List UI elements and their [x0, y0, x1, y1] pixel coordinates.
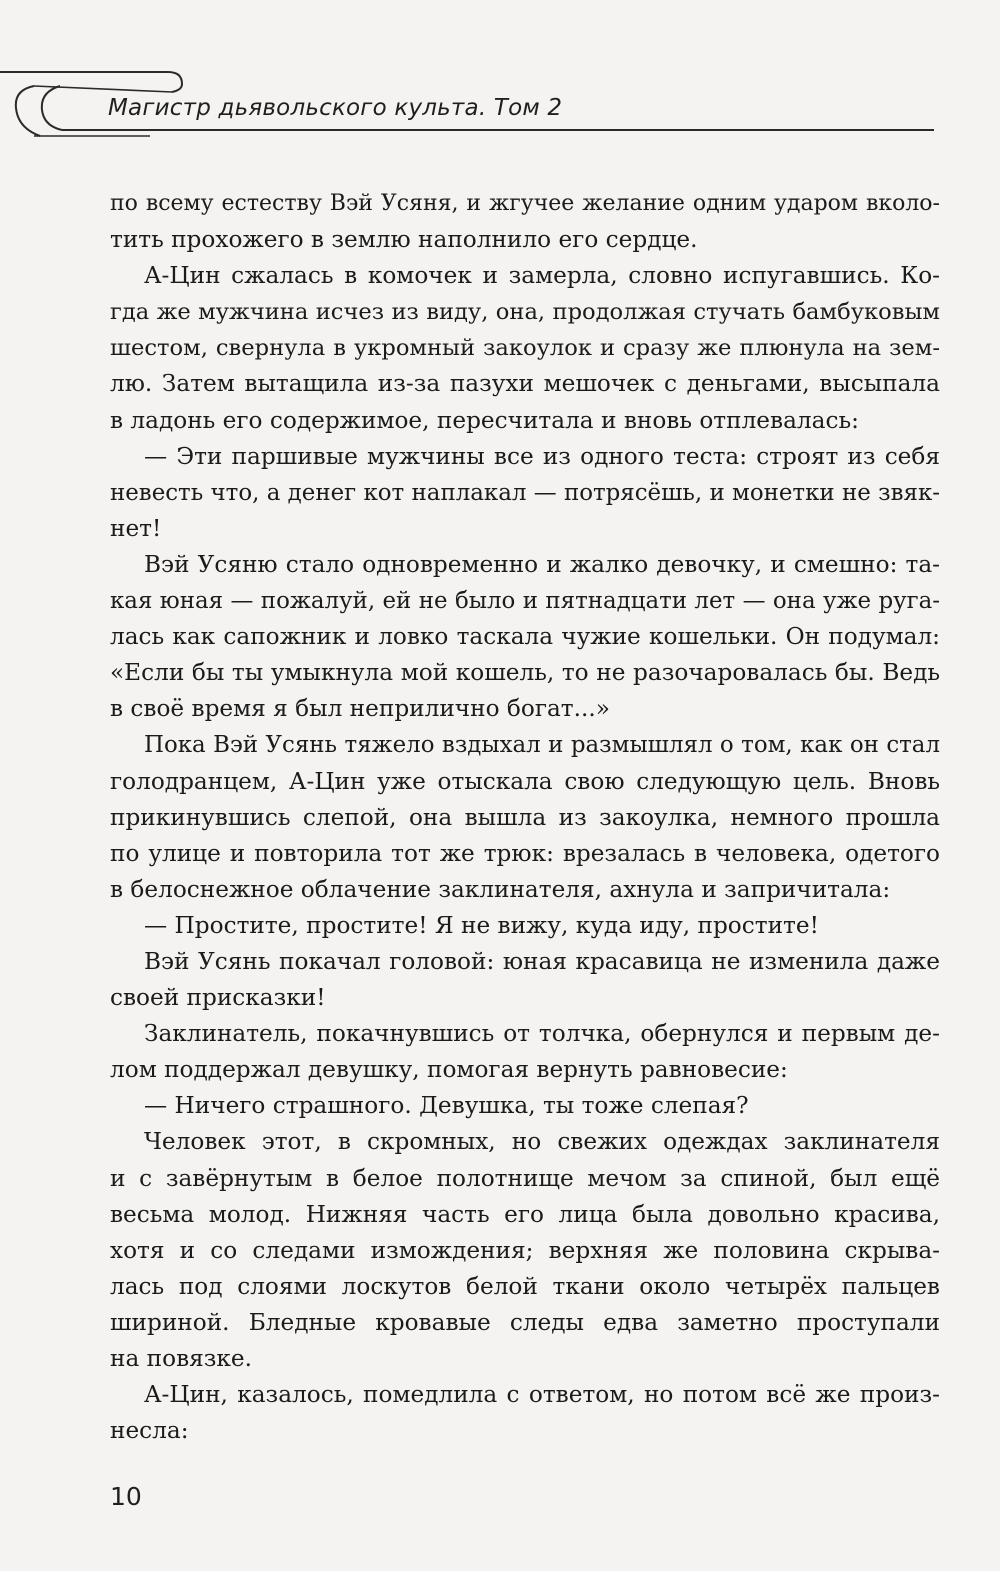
text-line: нет!: [110, 514, 162, 542]
text-line: хотя и со следами измождения; верхняя же половина скрыва-: [110, 1236, 940, 1264]
text-line: весьма молод. Нижняя часть его лица была довольно красива,: [110, 1200, 940, 1228]
text-line: А-Цин, казалось, помедлила с ответом, но потом всё же произ-: [144, 1381, 940, 1409]
page-number: 10: [110, 1482, 142, 1511]
text-line: лась под слоями лоскутов белой ткани около четырёх пальцев: [110, 1272, 940, 1300]
header-left-loop-outer: [16, 86, 40, 136]
body-text: [110, 186, 940, 1449]
text-line: на повязке.: [110, 1345, 252, 1372]
text-line: — Ничего страшного. Девушка, ты тоже слепая?: [144, 1092, 749, 1120]
text-line: по всему естеству Вэй Усяня, и жгучее желание одним ударом вколо-: [110, 191, 940, 216]
text-line: шестом, свернула в укромный закоулок и сразу же плюнула на зем-: [110, 335, 940, 362]
text-line: шириной. Бледные кровавые следы едва заметно проступали: [110, 1308, 940, 1336]
text-line: тить прохожего в землю наполнило его сердце.: [110, 226, 698, 254]
text-line: «Если бы ты умыкнула мой кошель, то не разочаровалась бы. Ведь: [110, 659, 940, 687]
text-line: несла:: [110, 1417, 189, 1445]
text-line: — Простите, простите! Я не вижу, куда иду, простите!: [144, 911, 819, 939]
text-line: Вэй Усяню стало одновременно и жалко девочку, и смешно: та-: [144, 550, 940, 578]
text-line: Заклинатель, покачнувшись от толчка, обернулся и первым де-: [144, 1020, 940, 1048]
text-line: прикинувшись слепой, она вышла из закоулка, немного прошла: [110, 803, 940, 831]
text-line: гда же мужчина исчез из виду, она, продолжая стучать бамбуковым: [110, 299, 940, 326]
text-line: кая юная — пожалуй, ей не было и пятнадцати лет — она уже руга-: [110, 588, 940, 615]
text-line: голодранцем, А-Цин уже отыскала свою следующую цель. Вновь: [110, 767, 940, 795]
text-line: лом поддержал девушку, помогая вернуть равновесие:: [110, 1056, 788, 1084]
text-line: Вэй Усянь покачал головой: юная красавица не изменила даже: [144, 947, 940, 975]
text-line: в ладонь его содержимое, пересчитала и вновь отплевалась:: [110, 406, 859, 434]
text-line: невесть что, а денег кот наплакал — потрясёшь, и монетки не звяк-: [110, 479, 940, 506]
running-title: Магистр дьявольского культа. Том 2: [108, 95, 563, 121]
text-line: — Эти паршивые мужчины все из одного теста: строят из себя: [144, 442, 940, 470]
text-line: лю. Затем вытащила из-за пазухи мешочек с деньгами, высыпала: [110, 370, 940, 398]
text-line: по улице и повторила тот же трюк: врезалась в человека, одетого: [110, 839, 940, 867]
text-line: в белоснежное облачение заклинателя, ахнула и запричитала:: [110, 875, 891, 903]
text-line: А-Цин сжалась в комочек и замерла, словно испугавшись. Ко-: [144, 262, 940, 290]
text-line: своей присказки!: [110, 984, 326, 1012]
text-line: в своё время я был неприлично богат...»: [110, 695, 610, 723]
text-line: Пока Вэй Усянь тяжело вздыхал и размышлял о том, как он стал: [144, 732, 940, 759]
text-line: Человек этот, в скромных, но свежих одеждах заклинателя: [144, 1128, 940, 1156]
text-line: лась как сапожник и ловко таскала чужие кошельки. Он подумал:: [110, 623, 940, 651]
header-left-loop-inner: [42, 86, 62, 130]
text-line: и с завёрнутым в белое полотнище мечом за спиной, был ещё: [110, 1164, 940, 1192]
